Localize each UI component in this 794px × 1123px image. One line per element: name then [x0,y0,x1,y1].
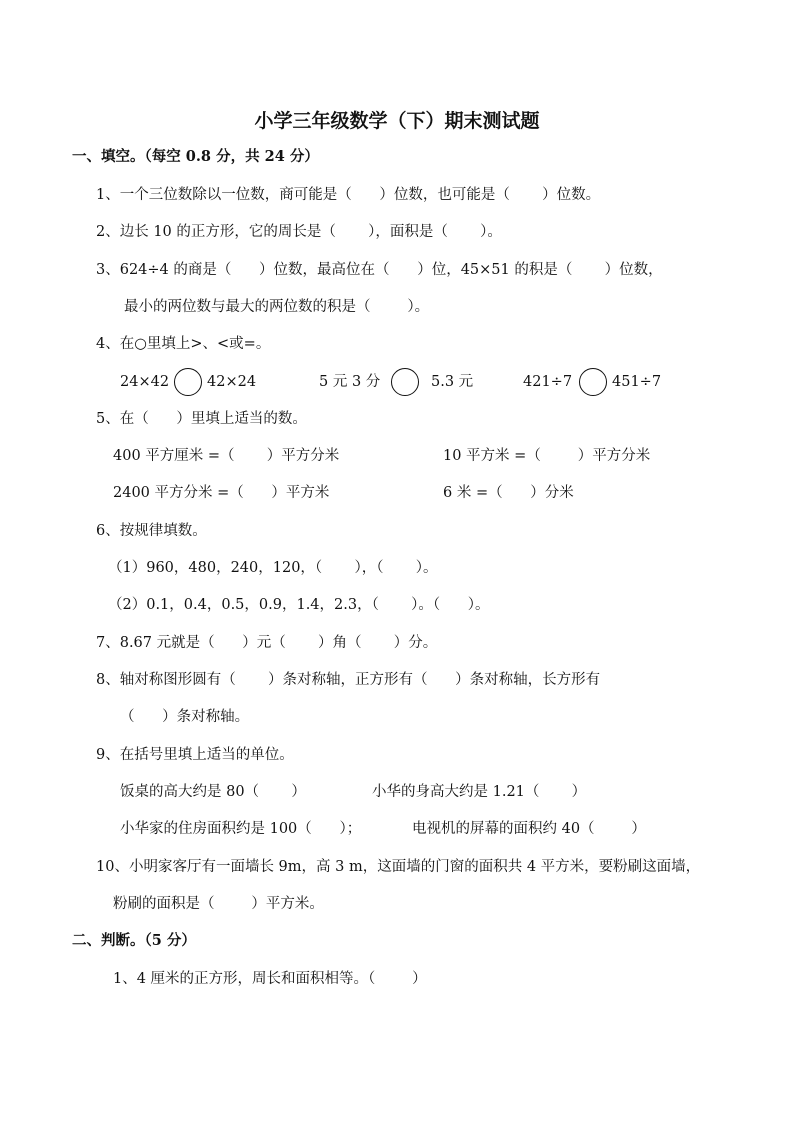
q9-item-c: 小华家的住房面积约是 100（ ）； [120,821,362,837]
q9-item-d: 电视机的屏幕的面积约 40（ ） [412,821,646,837]
question-8-line-1: 8、轴对称图形圆有（ ）条对称轴，正方形有（ ）条对称轴，长方形有 [96,672,601,688]
page-title: 小学三年级数学（下）期末测试题 [254,110,540,132]
question-4: 4、在○里填上>、<或=。 [96,336,271,352]
q5-item-a: 400 平方厘米 =（ ）平方分米 [113,448,340,464]
compare-circle-c[interactable] [579,368,607,396]
question-1: 1、一个三位数除以一位数，商可能是（ ）位数，也可能是（ ）位数。 [96,187,601,203]
question-10-line-1: 10、小明家客厅有一面墙长 9m，高 3 m，这面墙的门窗的面积共 4 平方米，要粉刷这面墙， [96,859,701,875]
compare-a-right: 42×24 [207,374,257,390]
q5-item-d: 6 米 =（ ）分米 [443,485,574,501]
q9-item-b: 小华的身高大约是 1.21（ ） [372,784,587,800]
q5-item-b: 10 平方米 =（ ）平方分米 [443,448,651,464]
compare-a-left: 24×42 [120,374,170,390]
question-3-line-1: 3、624÷4 的商是（ ）位数，最高位在（ ）位，45×51 的积是（ ）位数， [96,262,663,278]
question-10-line-2: 粉刷的面积是（ ）平方米。 [113,896,324,912]
question-2: 2、边长 10 的正方形，它的周长是（ ），面积是（ ）。 [96,224,502,240]
compare-circle-b[interactable] [391,368,419,396]
compare-c-right: 451÷7 [612,374,662,390]
question-7: 7、8.67 元就是（ ）元（ ）角（ ）分。 [96,635,438,651]
compare-c-left: 421÷7 [523,374,573,390]
q6-item-2: （2）0.1，0.4，0.5，0.9，1.4，2.3，（ ）。（ ）。 [108,597,490,613]
q9-item-a: 饭桌的高大约是 80（ ） [120,784,306,800]
compare-b-left: 5 元 3 分 [319,374,381,390]
compare-circle-a[interactable] [174,368,202,396]
q5-item-c: 2400 平方分米 =（ ）平方米 [113,485,330,501]
compare-b-right: 5.3 元 [431,374,474,390]
q6-item-1: （1）960，480，240，120，（ ），（ ）。 [108,560,438,576]
question-8-line-2: （ ）条对称轴。 [120,709,250,725]
judge-question-1: 1、4 厘米的正方形，周长和面积相等。（ ） [113,971,427,987]
section1-heading: 一、填空。（每空 0.8 分，共 24 分） [72,148,319,165]
question-9: 9、在括号里填上适当的单位。 [96,747,294,763]
question-6: 6、按规律填数。 [96,523,207,539]
question-3-line-2: 最小的两位数与最大的两位数的积是（ ）。 [124,299,430,315]
question-5: 5、在（ ）里填上适当的数。 [96,411,307,427]
section2-heading: 二、判断。（5 分） [72,932,196,949]
